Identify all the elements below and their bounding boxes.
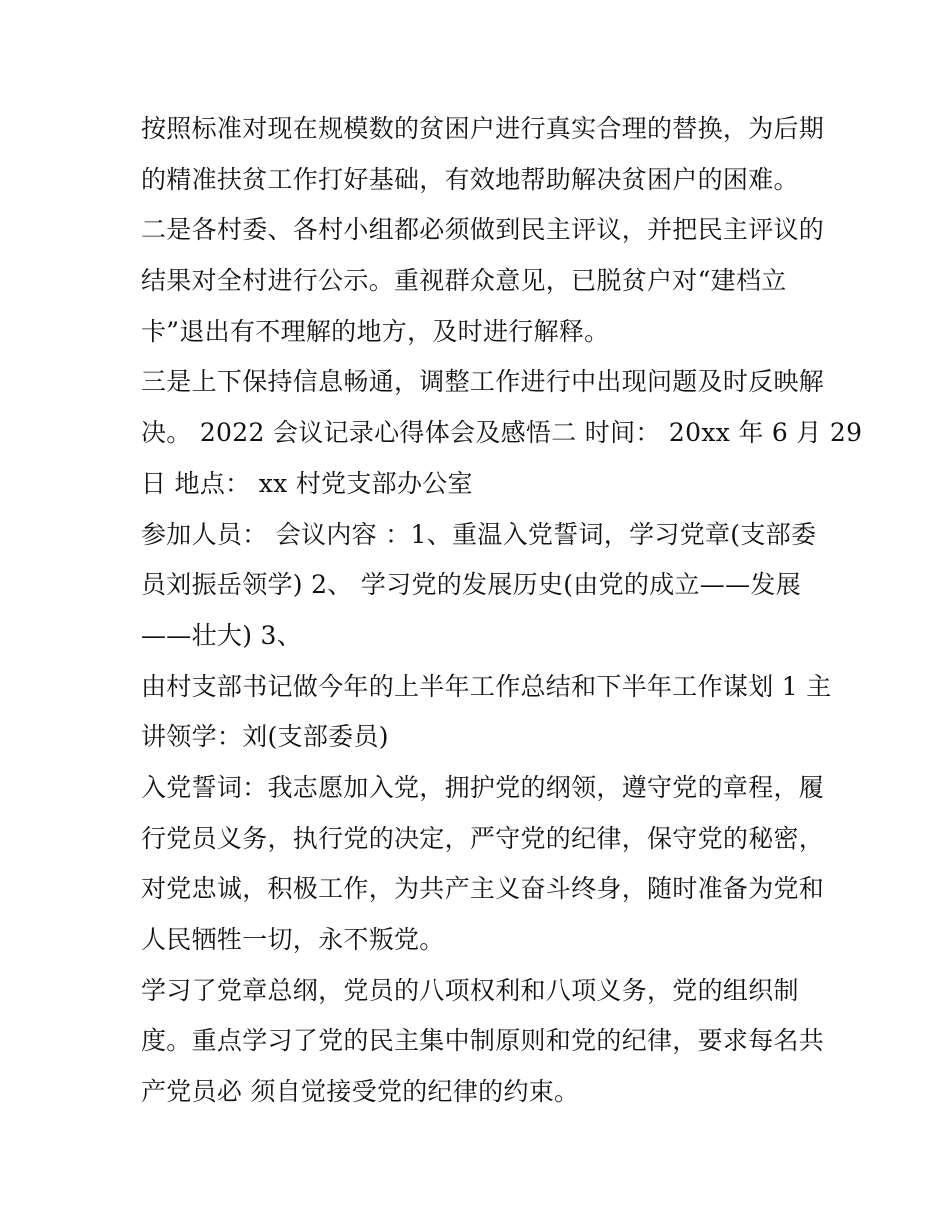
text-line: 度。重点学习了党的民主集中制原则和党的纪律，要求每名共 <box>141 1026 825 1056</box>
text-line: 三是上下保持信息畅通，调整工作进行中出现问题及时反映解 <box>141 367 825 397</box>
text-line: ——壮大) 3、 <box>141 620 303 650</box>
text-line: 入党誓词：我志愿加入党，拥护党的纲领，遵守党的章程，履 <box>141 772 825 802</box>
text-line: 讲领学：刘(支部委员) <box>141 722 389 752</box>
text-line: 学习了党章总纲，党员的八项权利和八项义务，党的组织制 <box>141 975 799 1005</box>
text-line: 的精准扶贫工作打好基础，有效地帮助解决贫困户的困难。 <box>141 164 799 194</box>
text-line: 决。 2022 会议记录心得体会及感悟二 时间： 20xx 年 6 月 29 <box>141 418 863 448</box>
text-line: 人民牺牲一切，永不叛党。 <box>141 925 445 954</box>
text-line: 日 地点： xx 村党支部办公室 <box>141 468 473 498</box>
text-line: 产党员必 须自觉接受党的纪律的约束。 <box>141 1077 580 1107</box>
text-line: 按照标准对现在规模数的贫困户进行真实合理的替换，为后期 <box>141 114 825 143</box>
text-line: 员刘振岳领学) 2、 学习党的发展历史(由党的成立——发展 <box>141 570 802 600</box>
text-line: 由村支部书记做今年的上半年工作总结和下半年工作谋划 1 主 <box>141 671 832 701</box>
text-line: 二是各村委、各村小组都必须做到民主评议，并把民主评议的 <box>141 215 825 245</box>
text-line: 行党员义务，执行党的决定，严守党的纪律，保守党的秘密， <box>141 823 825 853</box>
text-line: 参加人员： 会议内容 ：1、重温入党誓词，学习党章(支部委 <box>141 519 817 549</box>
text-line: 卡”退出有不理解的地方，及时进行解释。 <box>141 316 610 346</box>
text-line: 结果对全村进行公示。重视群众意见，已脱贫户对“建档立 <box>141 266 787 296</box>
document-body <box>141 104 863 1118</box>
text-line: 对党忠诚，积极工作，为共产主义奋斗终身，随时准备为党和 <box>141 874 825 904</box>
